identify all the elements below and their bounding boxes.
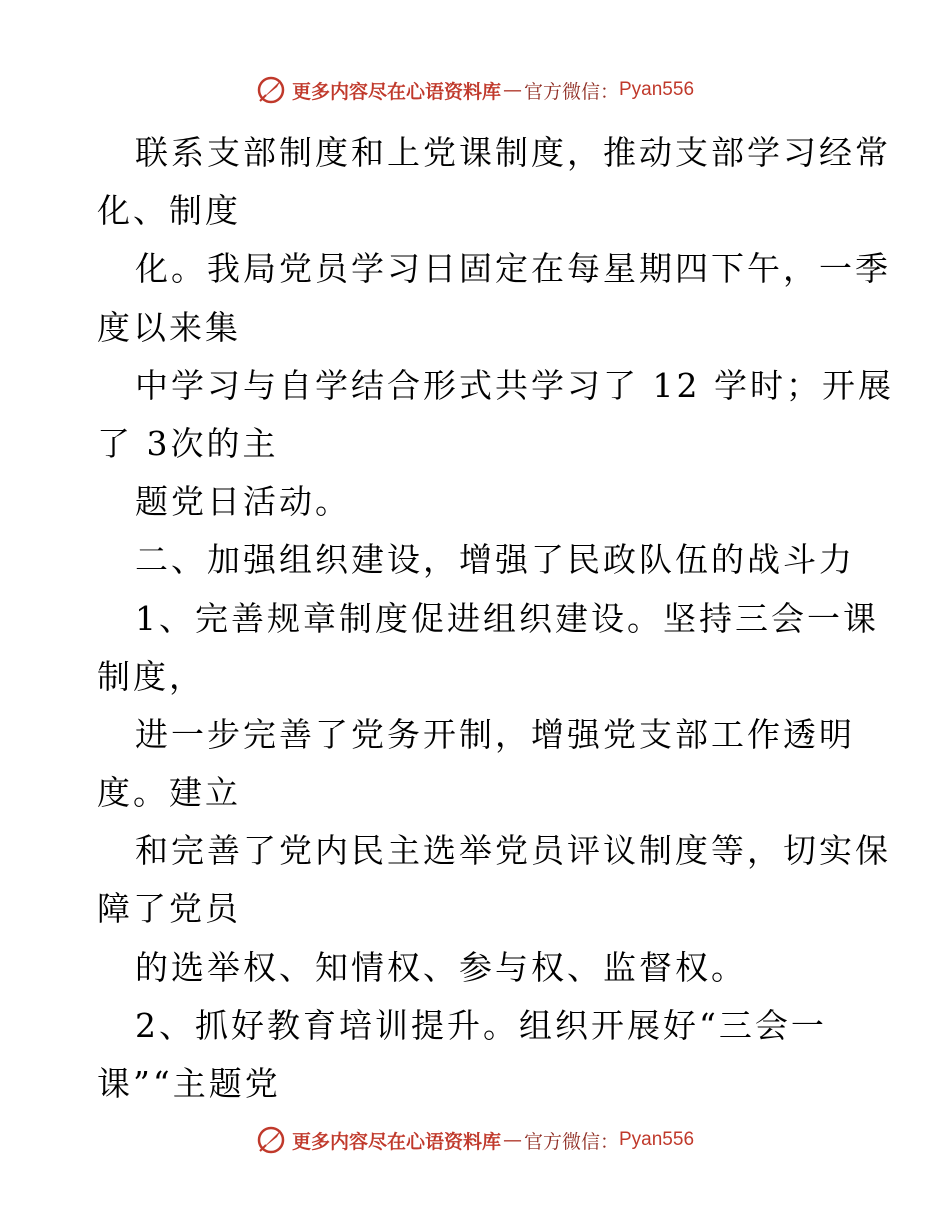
banner-official-label: 官方微信： [523, 1130, 619, 1153]
quill-logo-icon [256, 1125, 286, 1155]
body-line: 中学习与自学结合形式共学习了 12 学时；开展 [135, 365, 894, 405]
document-body [97, 124, 894, 1113]
body-line: 度以来集 [97, 307, 241, 347]
body-line: 和完善了党内民主选举党员评议制度等，切实保 [135, 831, 891, 871]
body-line: 课”“主题党 [97, 1064, 281, 1103]
quill-logo-icon [256, 75, 286, 105]
body-line: 度。建立 [97, 773, 241, 813]
body-line: 了 3次的主 [97, 423, 279, 463]
banner-text: 更多内容尽在心语资料库 [291, 1130, 501, 1153]
body-line: 1、完善规章制度促进组织建设。坚持三会一课 [135, 598, 879, 638]
body-line: 题党日活动。 [135, 482, 351, 522]
body-line: 进一步完善了党务开制，增强党支部工作透明 [135, 714, 855, 754]
banner-text: 更多内容尽在心语资料库 [291, 80, 501, 103]
footer-banner [0, 1120, 950, 1160]
section-heading: 二、加强组织建设，增强了民政队伍的战斗力 [135, 540, 855, 580]
body-line: 障了党员 [97, 889, 241, 929]
header-banner [0, 70, 950, 110]
body-line: 的选举权、知情权、参与权、监督权。 [135, 947, 747, 987]
banner-wechat-id: Pyan556 [619, 79, 695, 100]
body-line: 化、制度 [97, 191, 241, 231]
body-line: 2、抓好教育培训提升。组织开展好“三会一 [135, 1005, 827, 1045]
banner-wechat-id: Pyan556 [619, 1129, 695, 1150]
banner-dash: — [502, 1129, 522, 1151]
banner-dash: — [502, 79, 522, 101]
body-line: 制度， [97, 656, 205, 696]
body-line: 化。我局党员学习日固定在每星期四下午，一季 [135, 249, 891, 289]
banner-official-label: 官方微信： [523, 80, 619, 103]
body-line: 联系支部制度和上党课制度，推动支部学习经常 [135, 133, 891, 172]
